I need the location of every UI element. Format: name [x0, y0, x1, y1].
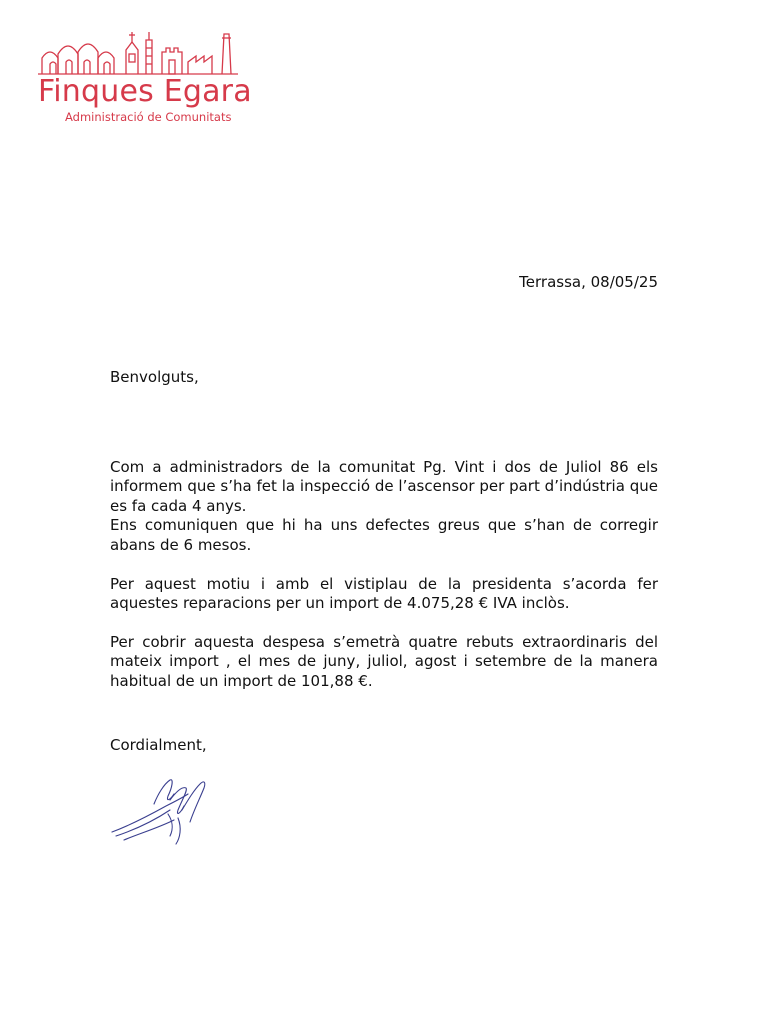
- paragraph-2: Per aquest motiu i amb el vistiplau de la presidenta s’acorda fer aquestes reparacions per un import de 4.075,28 € IVA inclòs.: [110, 575, 658, 613]
- letter-date: Terrassa, 08/05/25: [519, 273, 658, 291]
- paragraph-3: Per cobrir aquesta despesa s’emetrà quatre rebuts extraordinaris del mateix import , el mes de juny, juliol, agost i setembre de la manera habitual de un import de 101,88 €.: [110, 632, 658, 690]
- handwritten-signature-icon: [108, 770, 220, 850]
- brand-name: Finques Egara: [38, 74, 252, 109]
- letter-body: [110, 458, 658, 691]
- company-logo: [28, 24, 280, 136]
- salutation: Benvolguts,: [110, 368, 199, 386]
- paragraph-1-sentence-1: Com a administradors de la comunitat Pg. Vint i dos de Juliol 86 els informem que s’ha fet la inspecció de l’ascensor per part d’indústria que es fa cada 4 anys.: [110, 458, 658, 515]
- brand-tagline: Administració de Comunitats: [65, 110, 232, 124]
- paragraph-1: [110, 458, 658, 555]
- closing: Cordialment,: [110, 736, 207, 754]
- paragraph-1-sentence-2: Ens comuniquen que hi ha uns defectes greus que s’han de corregir abans de 6 mesos.: [110, 516, 658, 554]
